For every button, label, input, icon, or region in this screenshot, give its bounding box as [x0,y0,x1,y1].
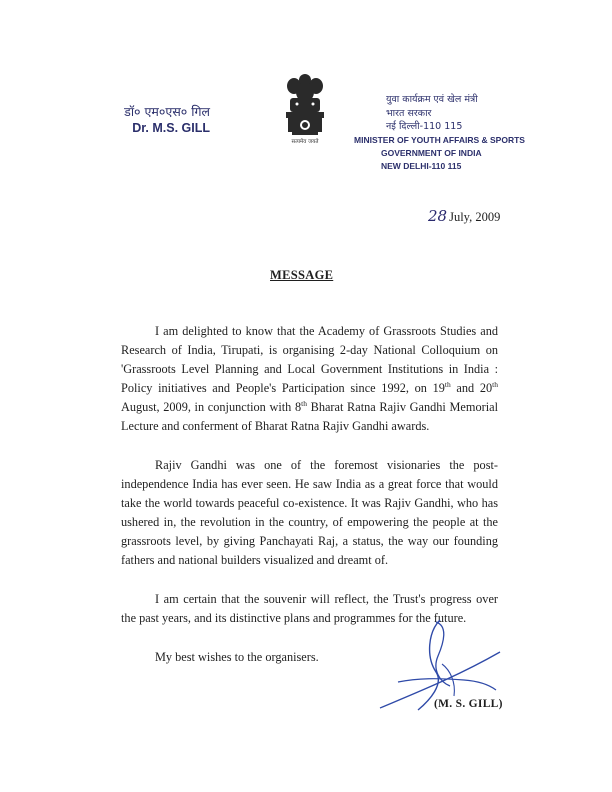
message-title: MESSAGE [270,268,334,282]
paragraph-1 [121,322,498,436]
english-name: Dr. M.S. GILL [132,121,210,135]
date-month-year: July, 2009 [449,210,501,224]
hindi-name: डॉ० एम०एस० गिल [124,104,210,119]
paragraph-3: I am certain that the souvenir will reflect, the Trust's progress over the past years, and its distinctive plans and programmes for the future. [121,592,498,625]
letterhead-right [354,93,534,173]
superscript-th: th [492,379,498,389]
letterhead-left [70,104,210,136]
emblem-motto: सत्यमेव जयते [291,139,319,145]
hindi-ministry: युवा कार्यक्रम एवं खेल मंत्री [386,94,478,105]
paragraph-1-part-d: Bharat Ratna Rajiv Gandhi Memorial Lecture and conferment of Bharat Ratna Rajiv Gandhi awards. [121,400,498,433]
paragraph-2: Rajiv Gandhi was one of the foremost visionaries the post-independence India has ever seen. He saw India as a great force that would take the world towards peaceful co-existence. It was Rajiv Gandhi, who has ushered in, the revolution in the country, of empowering the people at the grassroots level, by giving Panchayati Raj, a status, the way our founding fathers and national builders visualized and dreamt of. [121,458,498,567]
superscript-th: th [444,379,451,389]
hindi-government: भारत सरकार [386,107,432,119]
english-government: GOVERNMENT OF INDIA [381,147,482,158]
signatory-name: (M. S. GILL) [434,698,503,710]
letter-date [428,207,500,225]
superscript-th: th [301,398,307,408]
hindi-address: नई दिल्ली-110 115 [386,121,463,132]
paragraph-4: My best wishes to the organisers. [155,650,319,664]
english-ministry: MINISTER OF YOUTH AFFAIRS & SPORTS [354,134,525,145]
english-address: NEW DELHI-110 115 [381,160,462,171]
date-day: 28 [428,207,448,225]
paragraph-1-part-c: August, 2009, in conjunction with 8 [121,400,302,414]
paragraph-1-part-b: and 20 [450,381,493,395]
paragraph-1-part-a: I am delighted to know that the Academy of Grassroots Studies and Research of India, Tirupati, is organising 2-day National Colloquium on 'Grassroots Level Planning and Local Government Institutions in India : Policy initiatives and People's Participation since 1992, on 19 [121,324,498,395]
